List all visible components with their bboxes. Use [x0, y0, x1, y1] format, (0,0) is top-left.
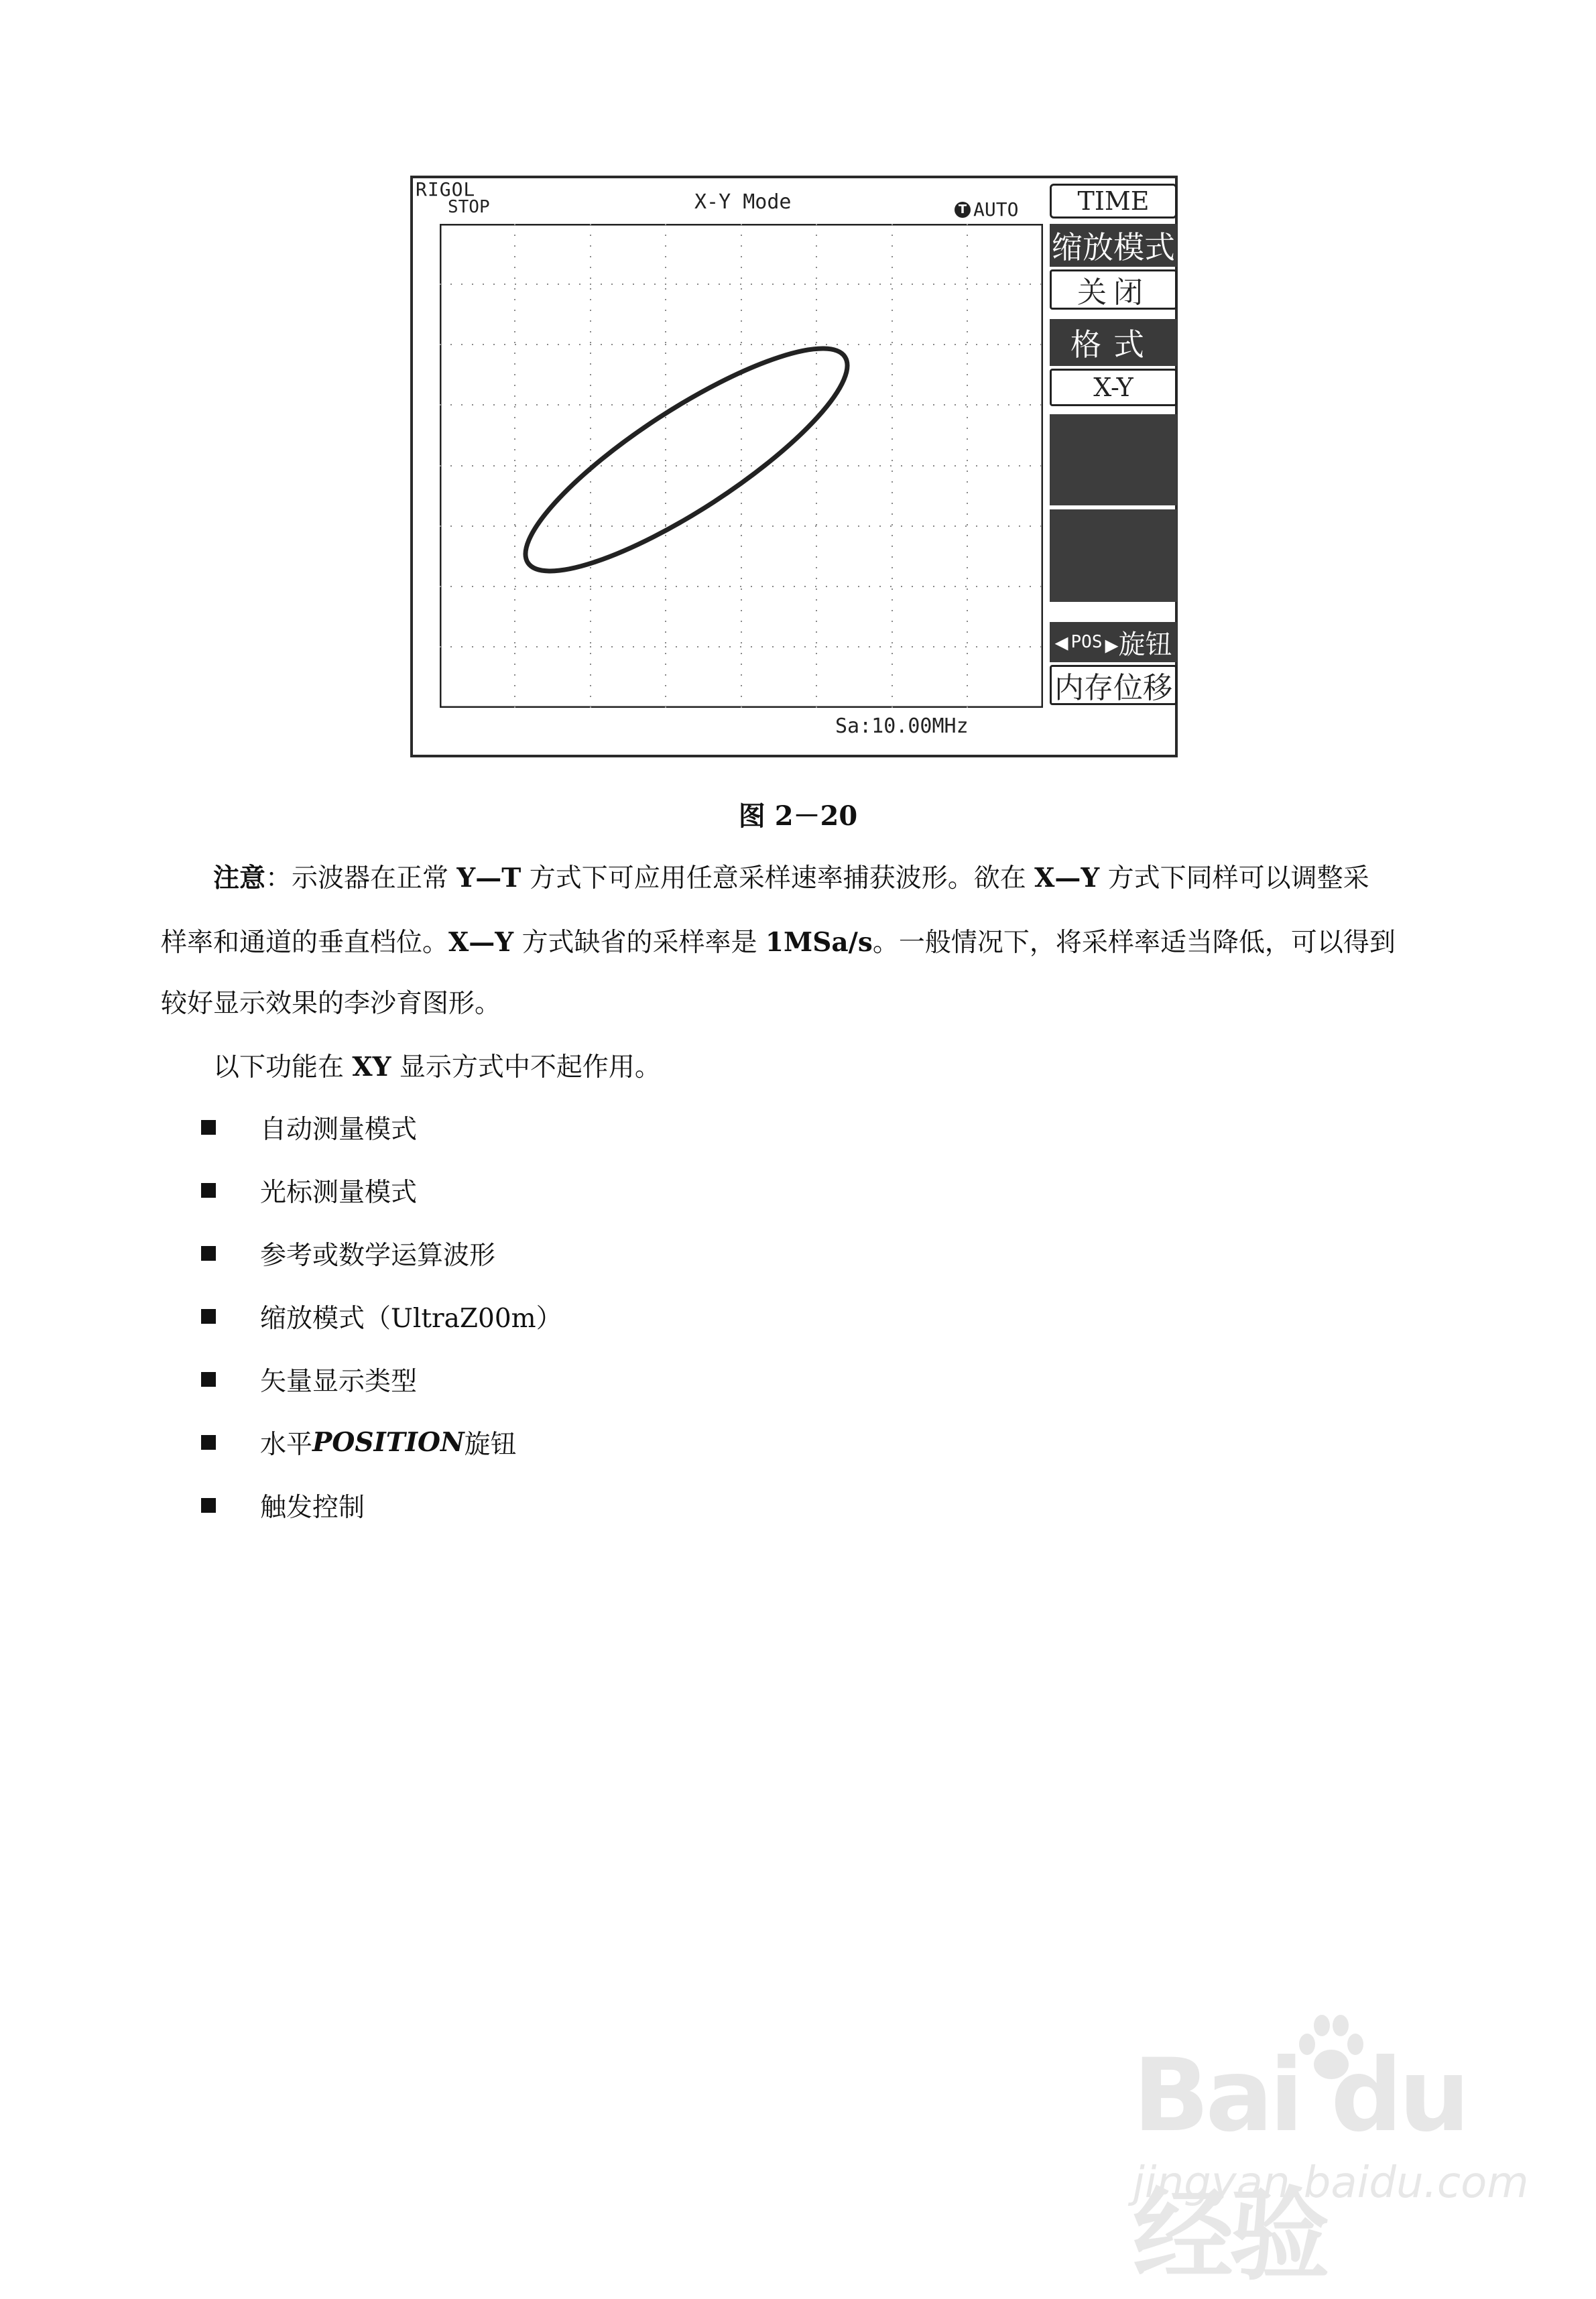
trigger-mode: AUTO — [973, 198, 1019, 221]
bullet-square-icon — [201, 1372, 216, 1387]
zoom-mode-value[interactable]: 关闭 — [1050, 269, 1177, 310]
bullet-square-icon — [201, 1120, 216, 1135]
note-line-2: 样率和通道的垂直档位。X—Y 方式缺省的采样率是 1MSa/s。一般情况下，将采样率适当降低，可以得到 — [161, 927, 1396, 958]
list-item: 光标测量模式 — [201, 1159, 562, 1222]
memory-offset-button[interactable]: 内存位移 — [1050, 665, 1177, 705]
left-arrow-icon: ◂ — [1054, 627, 1068, 658]
watermark-logo: Bai du 经验 — [1133, 2038, 1467, 2294]
trigger-icon: T — [955, 202, 971, 218]
disabled-functions-list — [201, 1096, 562, 1537]
note-lead: 注意 — [213, 863, 266, 893]
pos-knob-label[interactable] — [1050, 622, 1177, 662]
bullet-square-icon — [201, 1498, 216, 1513]
intro-line: 以下功能在 XY 显示方式中不起作用。 — [213, 1052, 661, 1082]
waveform-display — [440, 224, 1043, 708]
list-item: 自动测量模式 — [201, 1096, 562, 1159]
format-value[interactable]: X-Y — [1050, 369, 1177, 406]
note-line-3: 较好显示效果的李沙育图形。 — [161, 989, 501, 1019]
menu-blank-slot-2 — [1050, 509, 1177, 602]
format-label[interactable]: 格式 — [1050, 319, 1177, 366]
list-item: 矢量显示类型 — [201, 1348, 562, 1411]
mode-title: X-Y Mode — [694, 190, 792, 214]
trigger-status — [955, 198, 1018, 221]
menu-title-time[interactable]: TIME — [1050, 184, 1177, 219]
knob-text: ▸旋钮 — [1105, 629, 1172, 660]
sample-rate-readout: Sa:10.00MHz — [835, 714, 969, 738]
pos-text: POS — [1070, 632, 1103, 652]
list-item: 触发控制 — [201, 1474, 562, 1537]
bullet-square-icon — [201, 1435, 216, 1450]
run-state-label: STOP — [448, 197, 490, 217]
side-menu — [1050, 184, 1177, 713]
list-item: 水平 POSITION 旋钮 — [201, 1411, 562, 1474]
figure-caption: 图 2－20 — [738, 800, 858, 832]
list-item: 缩放模式（UltraZ00m） — [201, 1285, 562, 1348]
menu-blank-slot-1 — [1050, 414, 1177, 505]
list-item: 参考或数学运算波形 — [201, 1222, 562, 1285]
oscilloscope-screenshot — [410, 176, 1178, 757]
watermark-url: jingyan.baidu.com — [1133, 2158, 1529, 2208]
bullet-square-icon — [201, 1246, 216, 1261]
bullet-square-icon — [201, 1309, 216, 1324]
bullet-square-icon — [201, 1183, 216, 1198]
note-line-1: 注意：示波器在正常 Y—T 方式下可应用任意采样速率捕获波形。欲在 X—Y 方式下同样可以调整采 — [213, 863, 1369, 893]
zoom-mode-label[interactable]: 缩放模式 — [1050, 224, 1177, 267]
brand-label: RIGOL — [416, 178, 476, 200]
baidu-jingyan-watermark — [1126, 2011, 1529, 2294]
